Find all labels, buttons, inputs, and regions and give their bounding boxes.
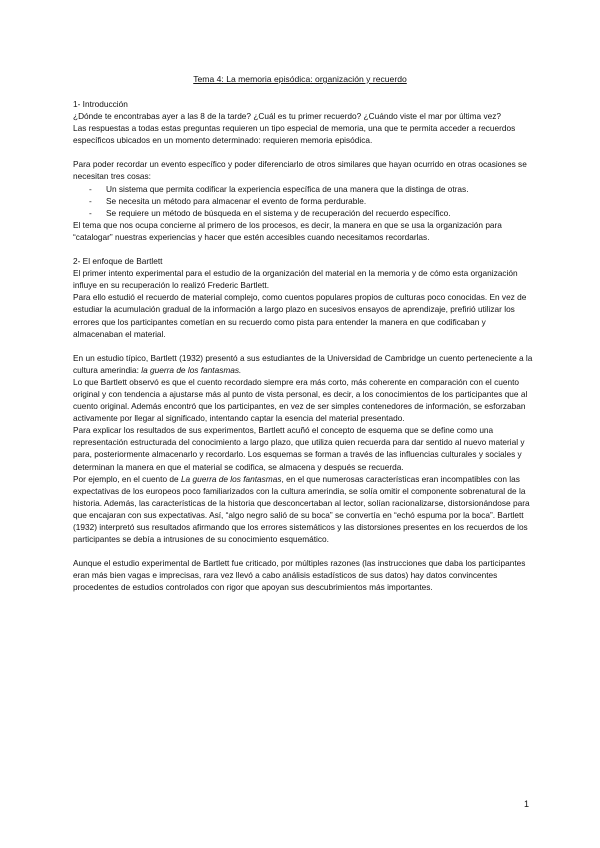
list-item [73,207,533,219]
list-item-text: Un sistema que permita codificar la experiencia específica de una manera que la distinga de otras. [106,183,469,194]
paragraph: Para ello estudió el recuerdo de material complejo, como cuentos populares propios de culturas poco conocidas. En vez de estudiar la acumulación gradual de la información a largo plazo en sucesivos ensayos de aprendizaje, prefirió utilizar los errores que los participantes cometían en su recuerdo como pista para entender la manera en que codificaban y almacenaban el material. [73,292,527,339]
bullet-list [73,183,533,219]
list-item-text: Se requiere un método de búsqueda en el sistema y de recuperación del recuerdo específico. [106,207,451,218]
dash-bullet: - [89,183,92,194]
document-title: Tema 4: La memoria episódica: organización y recuerdo [193,74,407,84]
paragraph: Para poder recordar un evento específico y poder diferenciarlo de otros similares que hayan ocurrido en otras ocasiones se necesitan tres cosas: [73,159,527,182]
dash-bullet: - [89,207,92,218]
story-title-italic: La guerra de los fantasmas [180,473,282,484]
story-title-italic: la guerra de los fantasmas. [141,364,242,375]
document-body [73,98,533,593]
paragraph: Aunque el estudio experimental de Bartlett fue criticado, por múltiples razones (las instrucciones que daba los participantes eran más bien vagas e imprecisas, rara vez llevó a cabo análisis estadísticos de sus datos) hay datos convincentes procedentes de estudios controlados con rigor que apoyan sus descubrimientos más importantes. [73,558,526,593]
paragraph-text: Por ejemplo, en el cuento de [73,473,181,484]
list-item [73,183,533,195]
paragraph [73,473,533,546]
paragraph-text: En un estudio típico, Bartlett (1932) presentó a sus estudiantes de la Universidad de Cambridge un cuento perteneciente a la cultura amerindia: [73,352,533,375]
paragraph: Las respuestas a todas estas preguntas requieren un tipo especial de memoria, una que te permita acceder a recuerdos específicos ubicados en un momento determinado: requieren memoria episódica. [73,123,516,146]
paragraph: ¿Dónde te encontrabas ayer a las 8 de la tarde? ¿Cuál es tu primer recuerdo? ¿Cuándo viste el mar por última vez? [73,111,501,122]
paragraph: El primer intento experimental para el estudio de la organización del material en la memoria y de cómo esta organización influye en su recuperación lo realizó Frederic Bartlett. [73,268,518,291]
paragraph: Lo que Bartlett observó es que el cuento recordado siempre era más corto, más coherente en comparación con el cuento original y con tendencia a ajustarse más al punto de vista personal, es decir, a los conocimientos de los participantes que al cuento original. Además encontró que los participantes, en vez de ser simples contenedores de información, se esforzaban activamente por llegar al significado, intentando captar la esencia del material presentado. [73,376,528,424]
paragraph-text: , en el que numerosas características eran incompatibles con las expectativas de los europeos poco familiarizados con la cultura amerindia, se solía omitir el componente sobrenatural de la historia. Además, las características de la historia que desconcertaban al lector, solían racionalizarse, distorsionándose para que encajaran con sus expectativas. Así, “algo negro salió de su boca” se convertía en “echó espuma por la boca”. Bartlett (1932) interpretó sus resultados afirmando que los errores sistemáticos y las distorsiones presentes en los recuerdos de los participantes se debía a intrusiones de su conocimiento esquemático. [73,473,530,545]
paragraph: El tema que nos ocupa concierne al primero de los procesos, es decir, la manera en que se usa la organización para “catalogar” nuestras experiencias y hacer que estén accesibles cuando necesitamos recordarlas. [73,219,502,242]
list-item-text: Se necesita un método para almacenar el evento de forma perdurable. [106,195,367,206]
list-item [73,195,533,207]
section-heading-introduccion: 1- Introducción [73,99,128,109]
paragraph [73,352,533,376]
paragraph: Para explicar los resultados de sus experimentos, Bartlett acuñó el concepto de esquema que se define como una representación estructurada del conocimiento a largo plazo, que utiliza quien recuerda para dar sentido al nuevo material y para, posteriormente almacenarlo y recordarlo. Los esquemas se forman a través de las influencias culturales y sociales y determinan la manera en que el material se codifica, se almacena y después se recuerda. [73,425,525,472]
page-number: 1 [523,799,529,809]
dash-bullet: - [89,195,92,206]
section-heading-bartlett: 2- El enfoque de Bartlett [73,256,163,267]
